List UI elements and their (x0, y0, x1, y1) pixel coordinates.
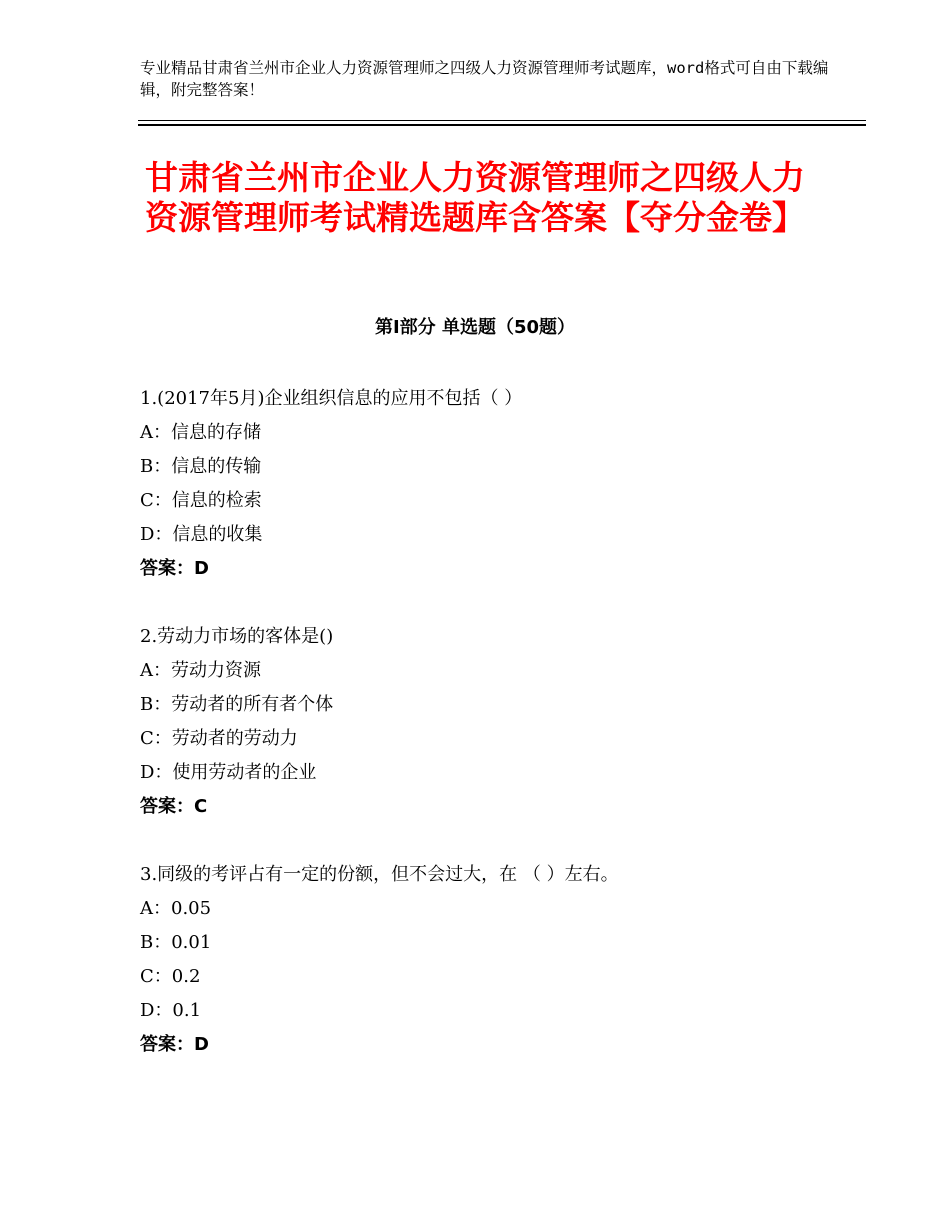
option-d: D：使用劳动者的企业 (140, 762, 317, 783)
option-b: B：劳动者的所有者个体 (140, 694, 334, 715)
option-c: C：劳动者的劳动力 (140, 728, 298, 749)
question-stem: 3.同级的考评占有一定的份额，但不会过大，在 （ ）左右。 (140, 864, 619, 885)
header-divider-thin (138, 120, 866, 121)
question-stem: 2.劳动力市场的客体是() (140, 626, 334, 647)
option-b: B：0.01 (140, 932, 212, 953)
option-a: A：0.05 (140, 898, 212, 919)
option-a: A：信息的存储 (140, 422, 261, 443)
option-a: A：劳动力资源 (140, 660, 261, 681)
option-b: B：信息的传输 (140, 456, 262, 477)
option-d: D：0.1 (140, 1000, 202, 1021)
answer-label: 答案：C (140, 796, 208, 817)
option-c: C：0.2 (140, 966, 201, 987)
header-note: 专业精品甘肃省兰州市企业人力资源管理师之四级人力资源管理师考试题库，word格式可自由下载编辑，附完整答案！ (140, 59, 829, 99)
question-item (140, 858, 840, 1062)
section-title: 第Ⅰ部分 单选题（50题） (374, 317, 575, 338)
answer-label: 答案：D (140, 558, 209, 579)
question-stem: 1.(2017年5月)企业组织信息的应用不包括（ ） (140, 388, 523, 409)
question-item (140, 620, 840, 824)
question-list (140, 382, 840, 1096)
header-divider-thick (138, 124, 866, 126)
answer-label: 答案：D (140, 1034, 209, 1055)
option-c: C：信息的检索 (140, 490, 262, 511)
option-d: D：信息的收集 (140, 524, 263, 545)
question-item (140, 382, 840, 586)
document-title: 甘肃省兰州市企业人力资源管理师之四级人力资源管理师考试精选题库含答案【夺分金卷】 (145, 158, 805, 237)
